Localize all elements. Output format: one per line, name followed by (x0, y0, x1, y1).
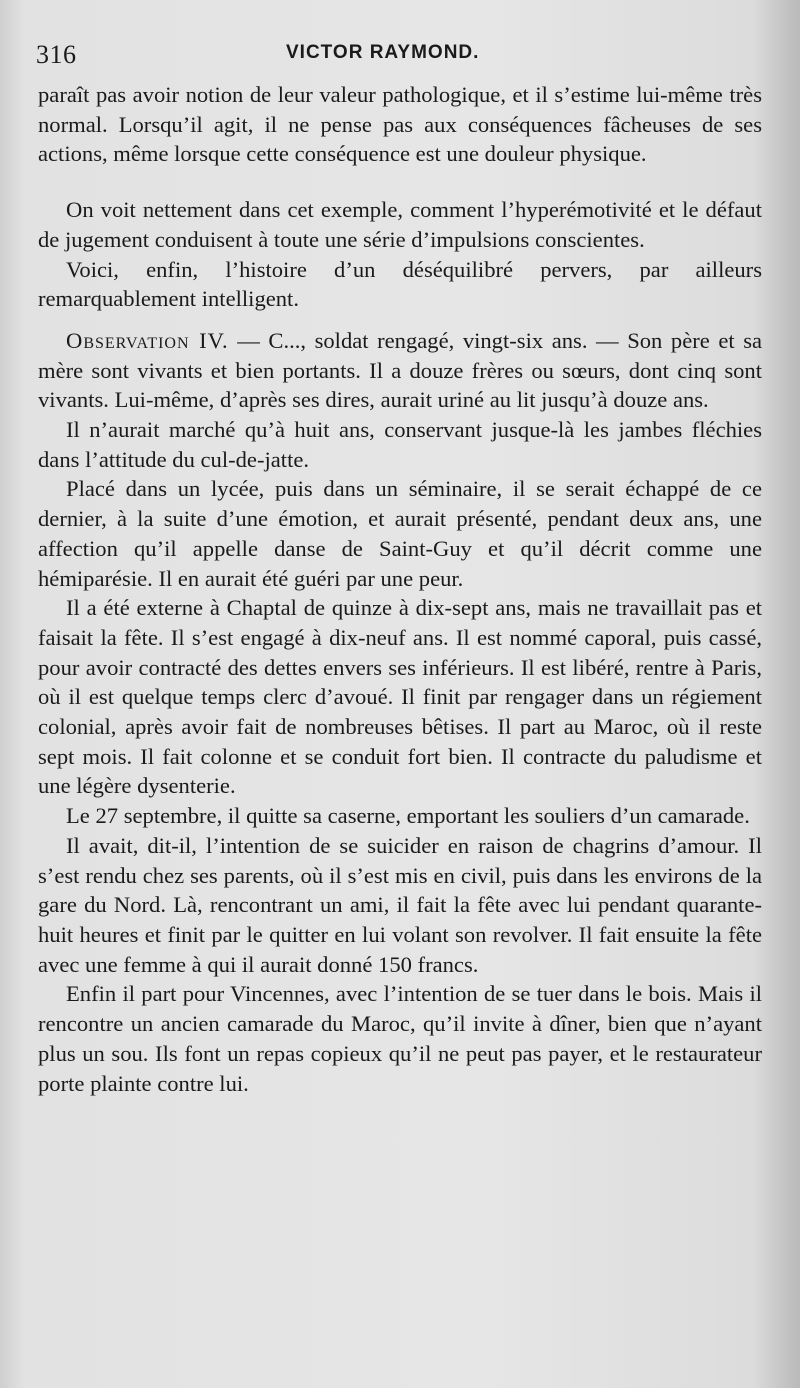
paragraph: Le 27 septembre, il quitte sa caserne, emportant les souliers d’un camarade. (66, 803, 750, 829)
paragraph: Il a été externe à Chaptal de quinze à dix-sept ans, mais ne travaillait pas et faisait la fête. Il s’est engagé à dix-neuf ans. Il est nommé caporal, puis cassé, pour avoir contracté des dettes envers ses inférieurs. Il est libéré, rentre à Paris, où il est quelque temps clerc d’avoué. Il finit par rengager dans un régiement colonial, après avoir fait de nombreuses bêtises. Il part au Maroc, où il reste sept mois. Il fait colonne et se conduit fort bien. Il contracte du paludisme et une légère dysenterie. (38, 595, 762, 799)
paragraph: Son père et sa mère sont vivants et bien portants. Il a douze frères ou sœurs, dont cinq sont vivants. Lui-même, d’après ses dires, aurait uriné au lit jusqu’à douze ans. (38, 327, 763, 413)
observation-label: Observation IV. (66, 327, 229, 353)
paragraph: Voici, enfin, l’histoire d’un déséquilibré pervers, par ailleurs remarquablement intelligent. (38, 256, 762, 312)
observation-heading-paragraph (38, 326, 762, 415)
page-header (36, 38, 760, 74)
observation-lead: — C..., soldat rengagé, vingt-six ans. — (228, 327, 619, 353)
paragraph: Placé dans un lycée, puis dans un séminaire, il se serait échappé de ce dernier, à la suite d’une émotion, et aurait présenté, pendant deux ans, une affection qu’il appelle danse de Saint-Guy et qu’il décrit comme une hémiparésie. Il en aurait été guéri par une peur. (38, 476, 762, 591)
body-text (38, 80, 762, 1098)
paragraph: Il n’aurait marché qu’à huit ans, conservant jusque-là les jambes fléchies dans l’attitude du cul-de-jatte. (38, 417, 762, 472)
paragraph: Il avait, dit-il, l’intention de se suicider en raison de chagrins d’amour. Il s’est rendu chez ses parents, où il s’est mis en civil, puis dans les environs de la gare du Nord. Là, rencontrant un ami, il fait la fête avec lui pendant quarante-huit heures et finit par le quitter en lui volant son revolver. Il fait ensuite la fête avec une femme à qui il aurait donné 150 francs. (38, 832, 762, 977)
paragraph: Enfin il part pour Vincennes, avec l’intention de se tuer dans le bois. Mais il rencontre un ancien camarade du Maroc, qu’il invite à dîner, bien que n’ayant plus un sou. Ils font un repas copieux qu’il ne peut pas payer, et le restaurateur porte plainte contre lui. (38, 981, 762, 1096)
running-head: VICTOR RAYMOND. (286, 42, 480, 63)
page-number: 316 (36, 40, 77, 69)
paragraph-continuation: paraît pas avoir notion de leur valeur pathologique, et il s’estime lui-même très normal. Lorsqu’il agit, il ne pense pas aux conséquences fâcheuses de ses actions, même lorsque cette conséquence est une douleur physique. (38, 82, 762, 167)
paragraph: On voit nettement dans cet exemple, comment l’hyperémotivité et le défaut de jugement conduisent à toute une série d’impulsions conscientes. (38, 197, 762, 252)
